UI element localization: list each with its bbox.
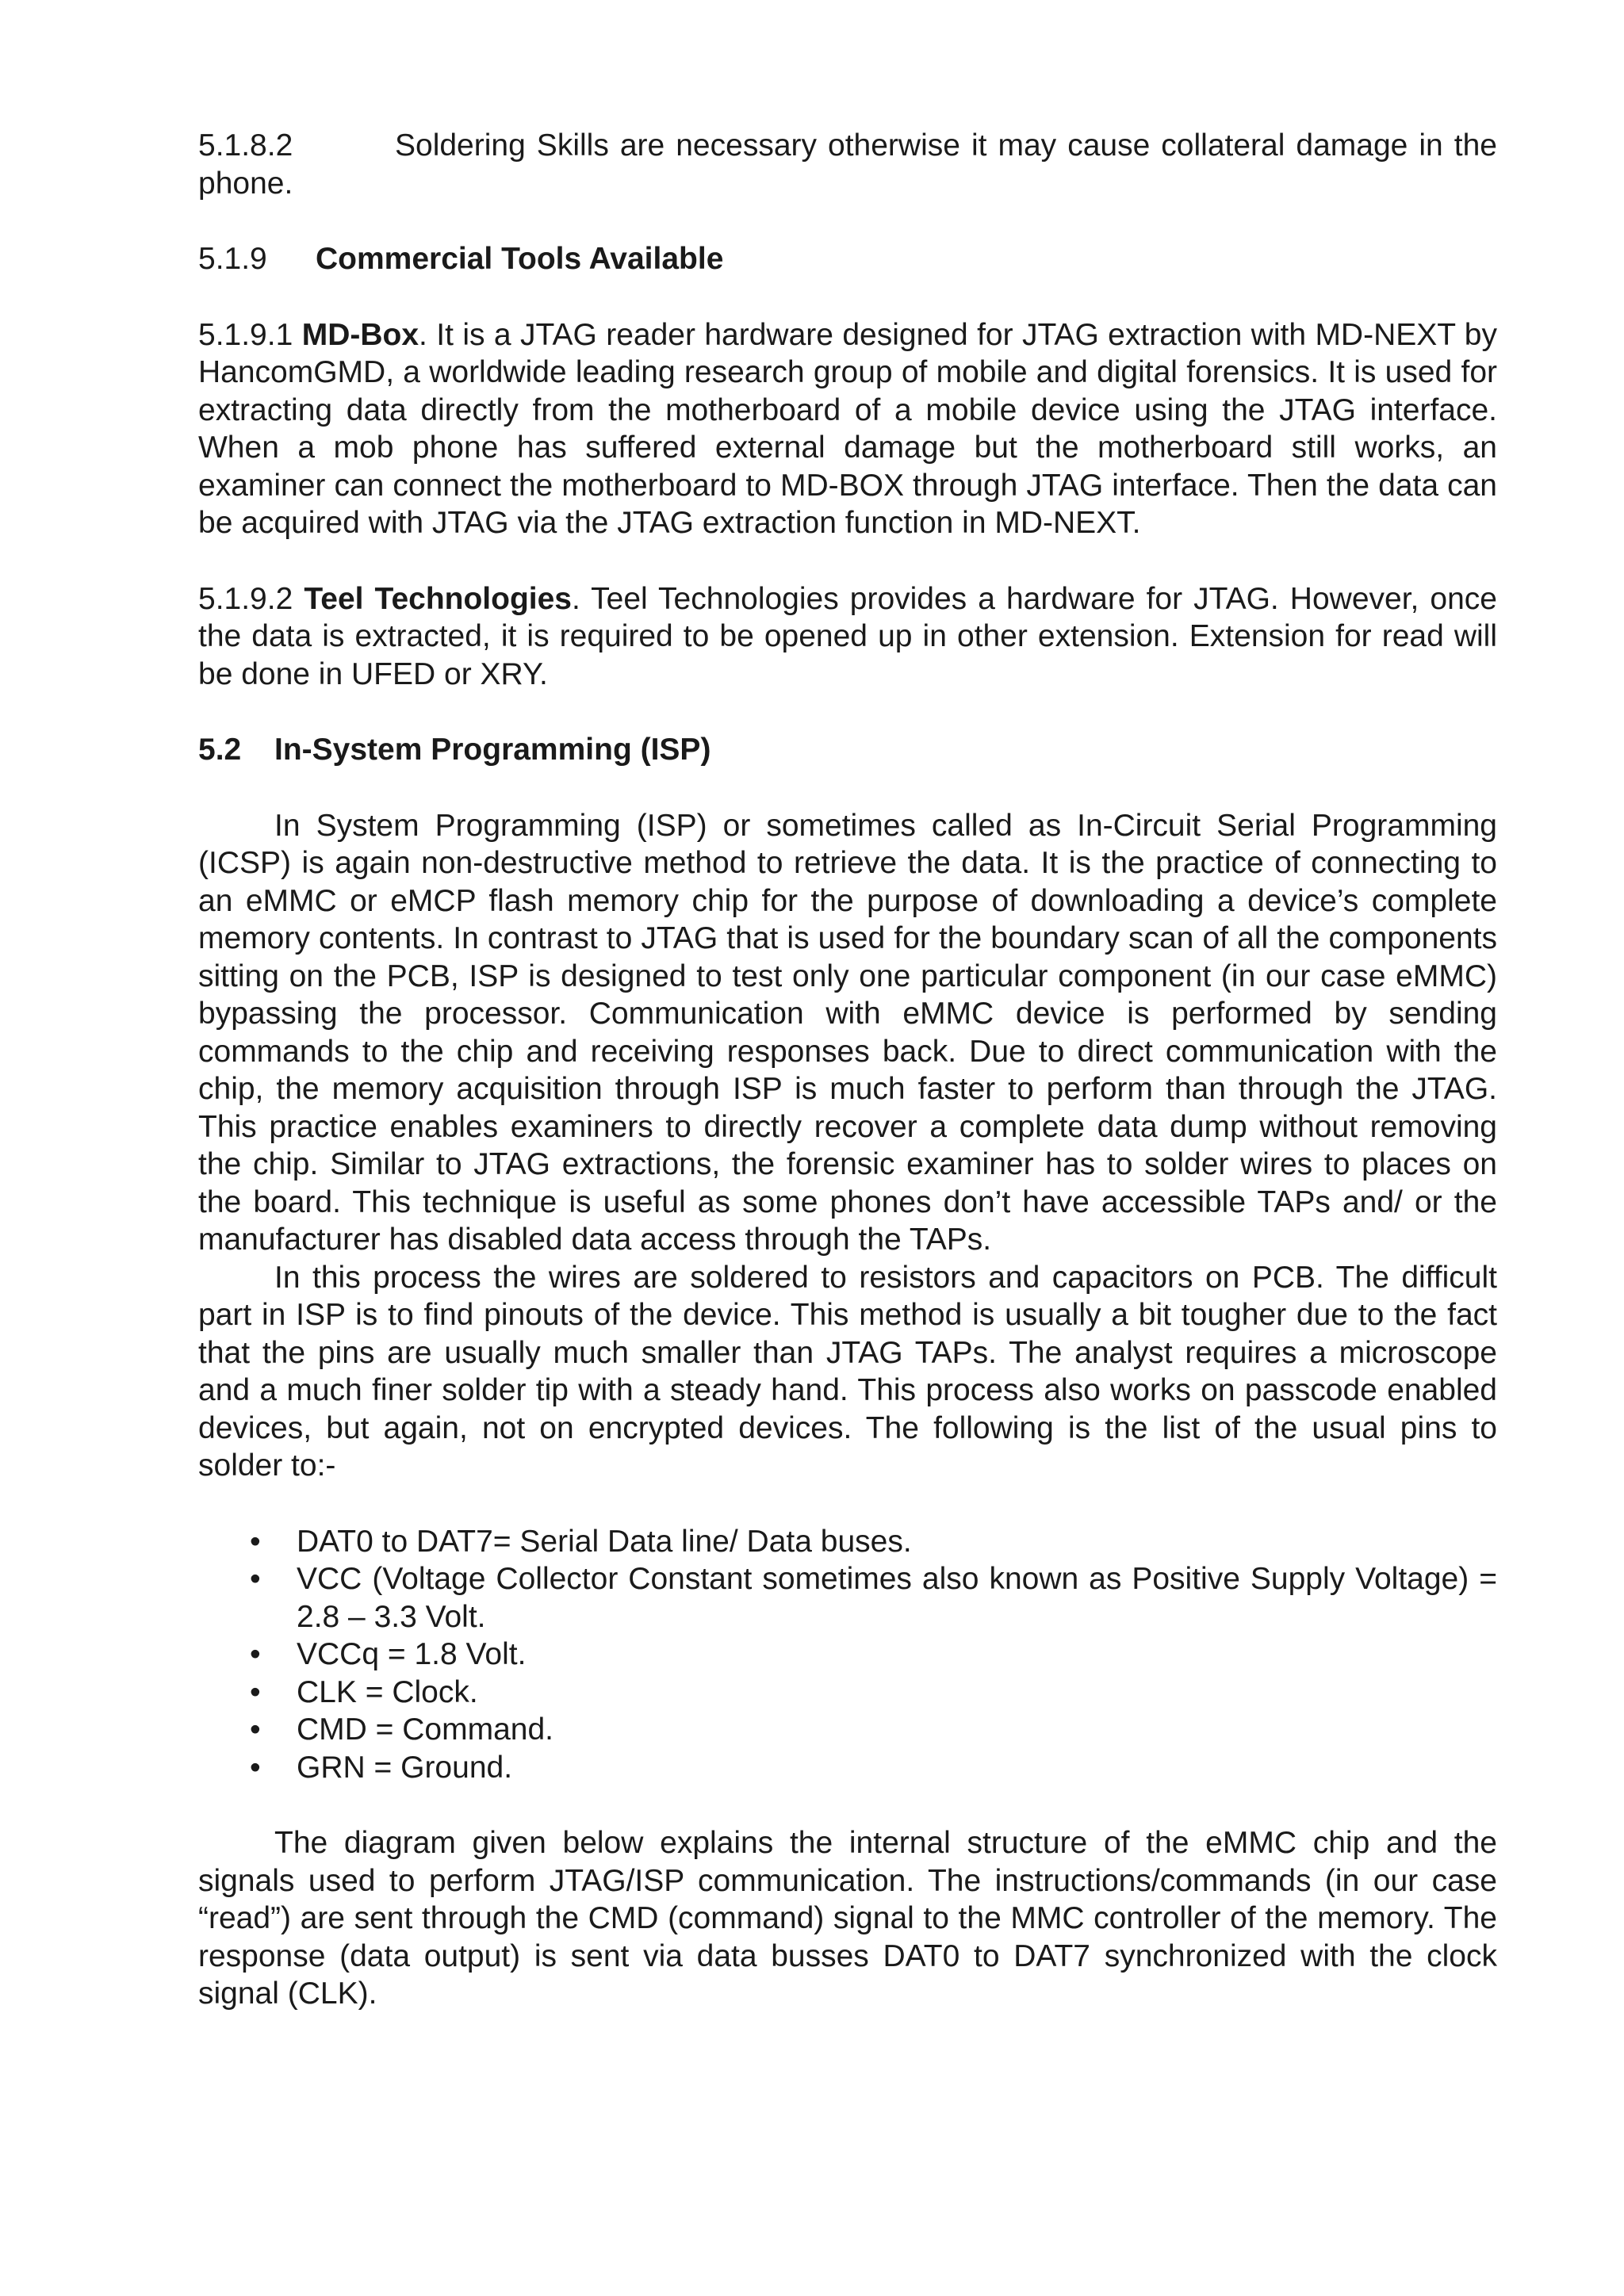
list-item-text: VCCq = 1.8 Volt.: [297, 1637, 527, 1671]
list-item: [198, 1674, 1497, 1712]
section-number: 5.2: [198, 733, 242, 767]
section-5-1-9-1: [198, 316, 1497, 542]
list-item-text: CLK = Clock.: [297, 1674, 478, 1709]
section-term: Teel Technologies: [304, 581, 572, 616]
bullet-icon: •: [250, 1562, 261, 1596]
isp-paragraph-1: In System Programming (ISP) or sometimes called as In-Circuit Serial Programming (ICSP) is again non-destructive method to retrieve the data. It is the practice of connecting to an eMMC or eMCP flash memory chip for the purpose of downloading a device’s complete memory contents. In contrast to JTAG that is used for the boundary scan of all the components sitting on the PCB, ISP is designed to test only one particular component (in our case eMMC) bypassing the processor. Communication with eMMC device is performed by sending commands to the chip and receiving responses back. Due to direct communication with the chip, the memory acquisition through ISP is much faster to perform than through the JTAG. This practice enables examiners to directly recover a complete data dump without removing the chip. Similar to JTAG extractions, the forensic examiner has to solder wires to places on the board. This technique is useful as some phones don’t have accessible TAPs and/ or the manufacturer has disabled data access through the TAPs.: [198, 808, 1497, 1257]
list-item: [198, 1749, 1497, 1787]
section-5-1-9-heading: [198, 240, 1497, 278]
section-term: MD-Box: [301, 317, 419, 352]
list-item-text: CMD = Command.: [297, 1712, 553, 1747]
section-text: Soldering Skills are necessary otherwise it may cause collateral damage in the phone.: [198, 128, 1497, 201]
document-page: [198, 127, 1497, 2013]
section-title: In-System Programming (ISP): [274, 733, 711, 767]
section-number: 5.1.8.2: [198, 128, 293, 163]
section-title: Commercial Tools Available: [316, 242, 724, 276]
section-text: . Teel Technologies provides a hardware for JTAG. However, once the data is extracted, it is required to be opened up in other extension. Extension for read will be done in UFED or XRY.: [198, 581, 1497, 691]
bullet-icon: •: [250, 1674, 261, 1709]
diagram-paragraph: The diagram given below explains the internal structure of the eMMC chip and the signals used to perform JTAG/ISP communication. The instructions/commands (in our case “read”) are sent through the CMD (command) signal to the MMC controller of the memory. The response (data output) is sent via data busses DAT0 to DAT7 synchronized with the clock signal (CLK).: [198, 1826, 1497, 2011]
bullet-icon: •: [250, 1524, 261, 1559]
list-item: [198, 1711, 1497, 1749]
list-item-text: VCC (Voltage Collector Constant sometimes also known as Positive Supply Voltage) = 2.8 – 3.3 Volt.: [297, 1562, 1497, 1634]
section-number: 5.1.9: [198, 242, 267, 276]
list-item-text: GRN = Ground.: [297, 1750, 513, 1785]
section-5-1-9-2: [198, 580, 1497, 694]
pin-list: [198, 1523, 1497, 1787]
section-number: 5.1.9.2: [198, 581, 293, 616]
list-item: [198, 1636, 1497, 1674]
section-5-2-heading: [198, 731, 1497, 769]
list-item-text: DAT0 to DAT7= Serial Data line/ Data buses.: [297, 1524, 912, 1559]
section-number: 5.1.9.1: [198, 317, 293, 352]
list-item: [198, 1523, 1497, 1561]
bullet-icon: •: [250, 1750, 261, 1785]
section-text: . It is a JTAG reader hardware designed for JTAG extraction with MD-NEXT by HancomGMD, a worldwide leading research group of mobile and digital forensics. It is used for extracting data directly from the motherboard of a mobile device using the JTAG interface. When a mob phone has suffered external damage but the motherboard still works, an examiner can connect the motherboard to MD-BOX through JTAG interface. Then the data can be acquired with JTAG via the JTAG extraction function in MD-NEXT.: [198, 317, 1497, 540]
list-item: [198, 1560, 1497, 1636]
isp-paragraph-2: In this process the wires are soldered to resistors and capacitors on PCB. The difficult part in ISP is to find pinouts of the device. This method is usually a bit tougher due to the fact that the pins are usually much smaller than JTAG TAPs. The analyst requires a microscope and a much finer solder tip with a steady hand. This process also works on passcode enabled devices, but again, not on encrypted devices. The following is the list of the usual pins to solder to:-: [198, 1260, 1497, 1483]
section-5-1-8-2: [198, 127, 1497, 202]
bullet-icon: •: [250, 1712, 261, 1747]
bullet-icon: •: [250, 1637, 261, 1671]
